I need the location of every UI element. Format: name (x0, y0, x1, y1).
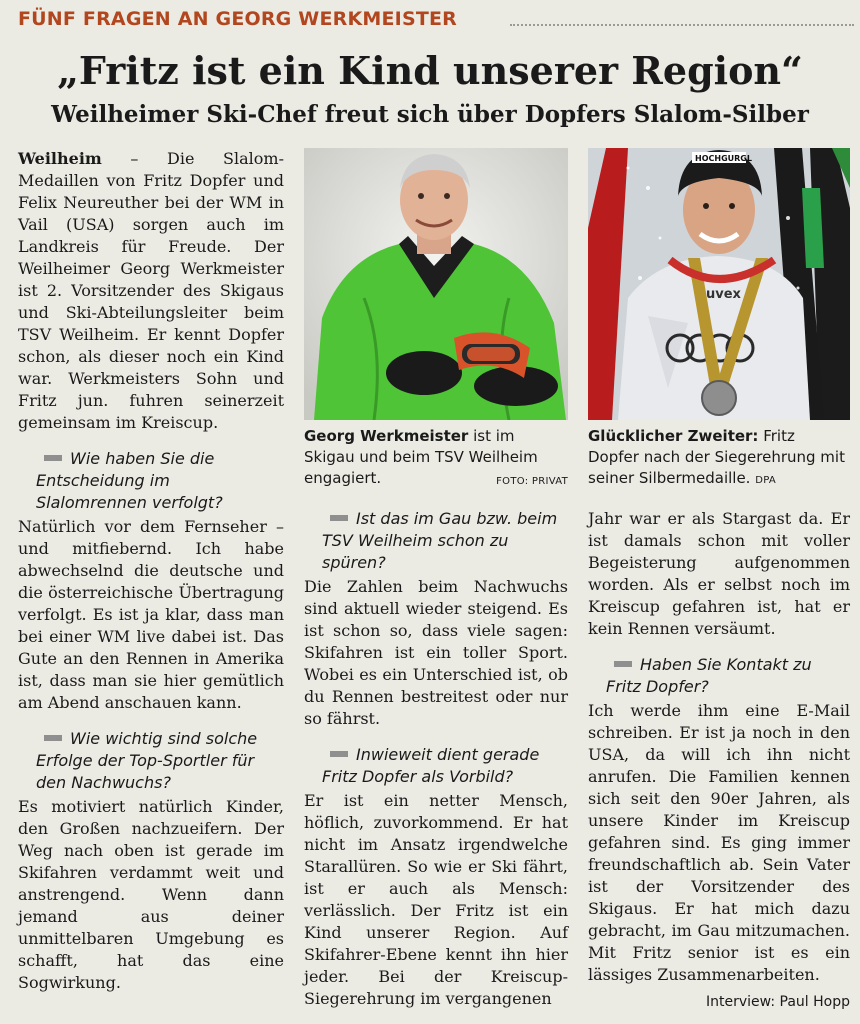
caption-1-name: Georg Werkmeister (304, 427, 469, 445)
column-1 (18, 148, 284, 994)
skier-illustration (588, 148, 850, 420)
rubric: FÜNF FRAGEN AN GEORG WERKMEISTER (18, 8, 457, 30)
helmet-label: HOCHGURGL (695, 154, 752, 163)
portrait-illustration (304, 148, 568, 420)
question-1-text: Wie haben Sie die Entscheidung im Slalomrennen verfolgt? (36, 449, 223, 512)
answer-1: Natürlich vor dem Fernseher – und mitfiebernd. Ich habe abwechselnd die deutsche und die österreichische Übertragung verfolgt. Es ist ja klar, dass man bei einer WM live dabei ist. Das Gute an den Rennen in Amerika ist, dass man sie hier gemütlich am Abend anschauen kann. (18, 517, 284, 712)
photo-credit-2: DPA (755, 475, 777, 486)
subheadline: Weilheimer Ski-Chef freut sich über Dopfers Slalom-Silber (51, 101, 809, 128)
answer-3: Die Zahlen beim Nachwuchs sind aktuell wieder steigend. Es ist schon so, dass viele sagen: Skifahren ist ein toller Sport. Wobei es ein Unterschied ist, ob du Rennen bestreitest oder nur so fährst. (304, 577, 568, 728)
question-marker-icon (330, 515, 348, 521)
answer-2: Es motiviert natürlich Kinder, den Großen nachzueifern. Der Weg nach oben ist gerade im Skifahren verdammt weit und anstrengend. Wenn dann jemand aus deiner unmittelbaren Umgebung es schafft, hat das eine Sogwirkung. (18, 797, 284, 992)
question-marker-icon (330, 751, 348, 757)
caption-1-text: ist im Skigau und beim TSV Weilheim engagiert. (304, 427, 538, 487)
dateline: Weilheim (18, 149, 102, 168)
photo-fritz-dopfer (588, 148, 850, 420)
headline: „Fritz ist ein Kind unserer Region“ (57, 48, 803, 93)
caption-photo-1 (304, 426, 568, 492)
question-2 (18, 728, 284, 794)
column-2 (304, 508, 568, 1010)
intro-text: – Die Slalom-Medaillen von Fritz Dopfer und Felix Neureuther bei der WM in Vail (USA) sorgen auch im Landkreis für Freude. Der Weilheimer Georg Werkmeister ist 2. Vorsitzender des Skigaus und Ski-Abteilungsleiter beim TSV Weilheim. Er kennt Dopfer schon, als dieser noch ein Kind war. Werkmeisters Sohn und Fritz jun. fuhren seinerzeit gemeinsam im Kreiscup. (18, 149, 284, 432)
caption-2-text: Fritz Dopfer nach der Siegerehrung mit seiner Silbermedaille. (588, 427, 845, 487)
question-2-text: Wie wichtig sind solche Erfolge der Top-Sportler für den Nachwuchs? (36, 729, 258, 792)
photo-georg-werkmeister (304, 148, 568, 420)
question-5-text: Haben Sie Kontakt zu Fritz Dopfer? (606, 655, 812, 696)
question-marker-icon (44, 455, 62, 461)
answer-5: Ich werde ihm eine E-Mail schreiben. Er ist ja noch in den USA, da will ich ihn nicht anrufen. Die Familien kennen sich seit den 90er Jahren, als unsere Kinder im Kreiscup gefahren sind. Es ging immer freundschaftlich ab. Sein Vater ist der Vorsitzender des Skigaus. Er hat mich dazu gebracht, im Gau mitzumachen. Mit Fritz senior ist es ein lässiges Zusammenarbeiten. (588, 701, 850, 984)
question-3-text: Ist das im Gau bzw. beim TSV Weilheim schon zu spüren? (322, 509, 558, 572)
column-3 (588, 508, 850, 986)
question-4 (304, 744, 568, 788)
rubric-row (18, 6, 854, 34)
photo-credit-1: FOTO: PRIVAT (496, 476, 568, 487)
question-4-text: Inwieweit dient gerade Fritz Dopfer als Vorbild? (322, 745, 540, 786)
question-3 (304, 508, 568, 574)
question-1 (18, 448, 284, 514)
interview-credit: Interview: Paul Hopp (706, 994, 850, 1010)
caption-photo-2 (588, 426, 850, 491)
question-5 (588, 654, 850, 698)
caption-2-name: Glücklicher Zweiter: (588, 427, 759, 445)
dotted-rule (510, 24, 854, 26)
intro-paragraph (18, 148, 284, 434)
answer-4-continued: Jahr war er als Stargast da. Er ist damals schon mit voller Begeisterung aufgenommen worden. Als er selbst noch im Kreiscup gefahren ist, hat er kein Rennen versäumt. (588, 509, 850, 638)
question-marker-icon (614, 661, 632, 667)
bib-label: uvex (706, 287, 741, 302)
answer-4: Er ist ein netter Mensch, höflich, zuvorkommend. Er hat nicht im Ansatz irgendwelche Starallüren. So wie er Ski fährt, ist er auch als Mensch: verlässlich. Der Fritz ist ein Kind unserer Region. Auf Skifahrer-Ebene kennt ihn hier jeder. Bei der Kreiscup-Siegerehrung im vergangenen (304, 791, 568, 1008)
question-marker-icon (44, 735, 62, 741)
